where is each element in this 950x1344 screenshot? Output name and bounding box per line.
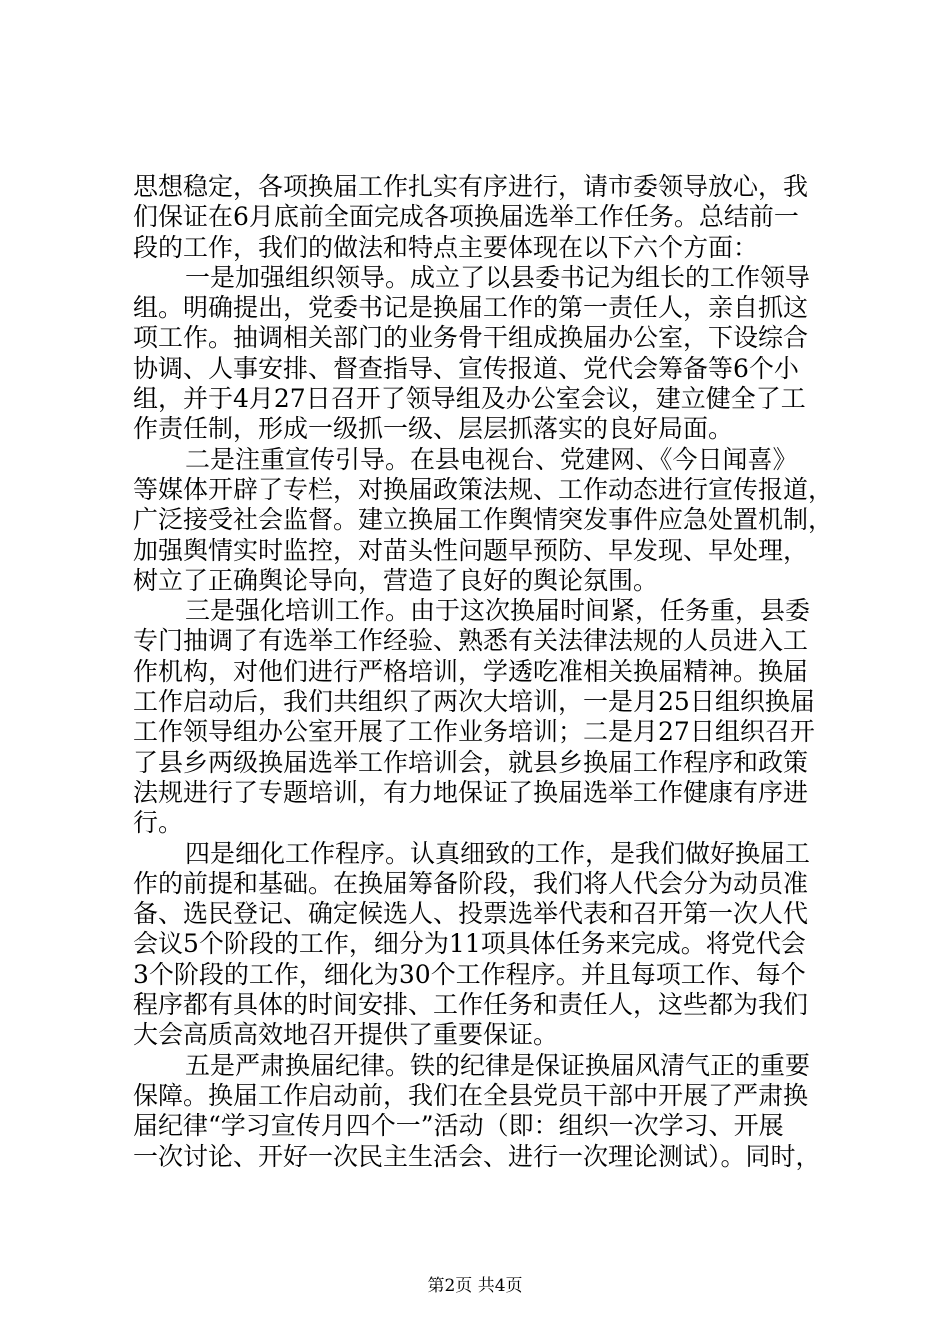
text-line: 段的工作，我们的做法和特点主要体现在以下六个方面： [133,232,759,262]
paragraph [133,172,835,263]
text-line: 思想稳定，各项换届工作扎实有序进行，请市委领导放心，我 [133,172,809,201]
text-line: 法规进行了专题培训，有力地保证了换届选举工作健康有序进 [133,777,809,807]
text-line: 作机构，对他们进行严格培训，学透吃准相关换届精神。换届 [133,656,809,686]
text-line: 协调、人事安排、督查指导、宣传报道、党代会筹备等6个小 [133,353,799,383]
text-line: 一次讨论、开好一次民主生活会、进行一次理论测试）。同时， [133,1141,821,1171]
text-line: 一是加强组织领导。成立了以县委书记为组长的工作领导 [185,262,811,292]
text-line: 三是强化培训工作。由于这次换届时间紧，任务重，县委 [185,596,811,626]
text-line: 加强舆情实时监控，对苗头性问题早预防、早发现、早处理， [133,535,809,565]
document-body [133,172,835,1172]
text-line: 项工作。抽调相关部门的业务骨干组成换届办公室，下设综合 [133,323,809,353]
text-line: 专门抽调了有选举工作经验、熟悉有关法律法规的人员进入工 [133,626,809,656]
paragraph [133,445,835,596]
text-line: 组，并于4月27日召开了领导组及办公室会议，建立健全了工 [133,384,806,414]
text-line: 工作领导组办公室开展了工作业务培训；二是月27日组织召开 [133,717,815,747]
text-line: 保障。换届工作启动前，我们在全县党员干部中开展了严肃换 [133,1080,809,1110]
text-line: 会议5个阶段的工作，细分为11项具体任务来完成。将党代会 [133,929,806,959]
text-line: 五是严肃换届纪律。铁的纪律是保证换届风清气正的重要 [185,1050,811,1080]
text-line: 3个阶段的工作，细化为30个工作程序。并且每项工作、每个 [133,959,806,989]
text-line: 二是注重宣传引导。在县电视台、党建网、《今日闻喜》 [185,444,798,474]
text-line: 程序都有具体的时间安排、工作任务和责任人，这些都为我们 [133,990,809,1020]
text-line: 组。明确提出，党委书记是换届工作的第一责任人，亲自抓这 [133,293,809,323]
text-line: 备、选民登记、确定候选人、投票选举代表和召开第一次人代 [133,899,809,929]
text-line: 广泛接受社会监督。建立换届工作舆情突发事件应急处置机制， [133,505,834,535]
page-footer: 第2页 共4页 [427,1276,523,1296]
text-line: 树立了正确舆论导向，营造了良好的舆论氛围。 [133,565,659,595]
paragraph [133,839,835,1051]
paragraph [133,596,835,838]
text-line: 等媒体开辟了专栏，对换届政策法规、工作动态进行宣传报道， [133,474,834,504]
text-line: 了县乡两级换届选举工作培训会，就县乡换届工作程序和政策 [133,747,809,777]
paragraph [133,263,835,445]
paragraph [133,1051,835,1172]
text-line: 作责任制，形成一级抓一级、层层抓落实的良好局面。 [133,414,734,444]
text-line: 作的前提和基础。在换届筹备阶段，我们将人代会分为动员准 [133,868,809,898]
text-line: 届纪律“学习宣传月四个一”活动（即：组织一次学习、开展 [133,1111,784,1141]
text-line: 大会高质高效地召开提供了重要保证。 [133,1020,559,1050]
text-line: 们保证在6月底前全面完成各项换届选举工作任务。总结前一 [133,202,799,232]
text-line: 工作启动后，我们共组织了两次大培训，一是月25日组织换届 [133,687,815,717]
text-line: 行。 [133,808,184,838]
text-line: 四是细化工作程序。认真细致的工作，是我们做好换届工 [185,838,811,868]
